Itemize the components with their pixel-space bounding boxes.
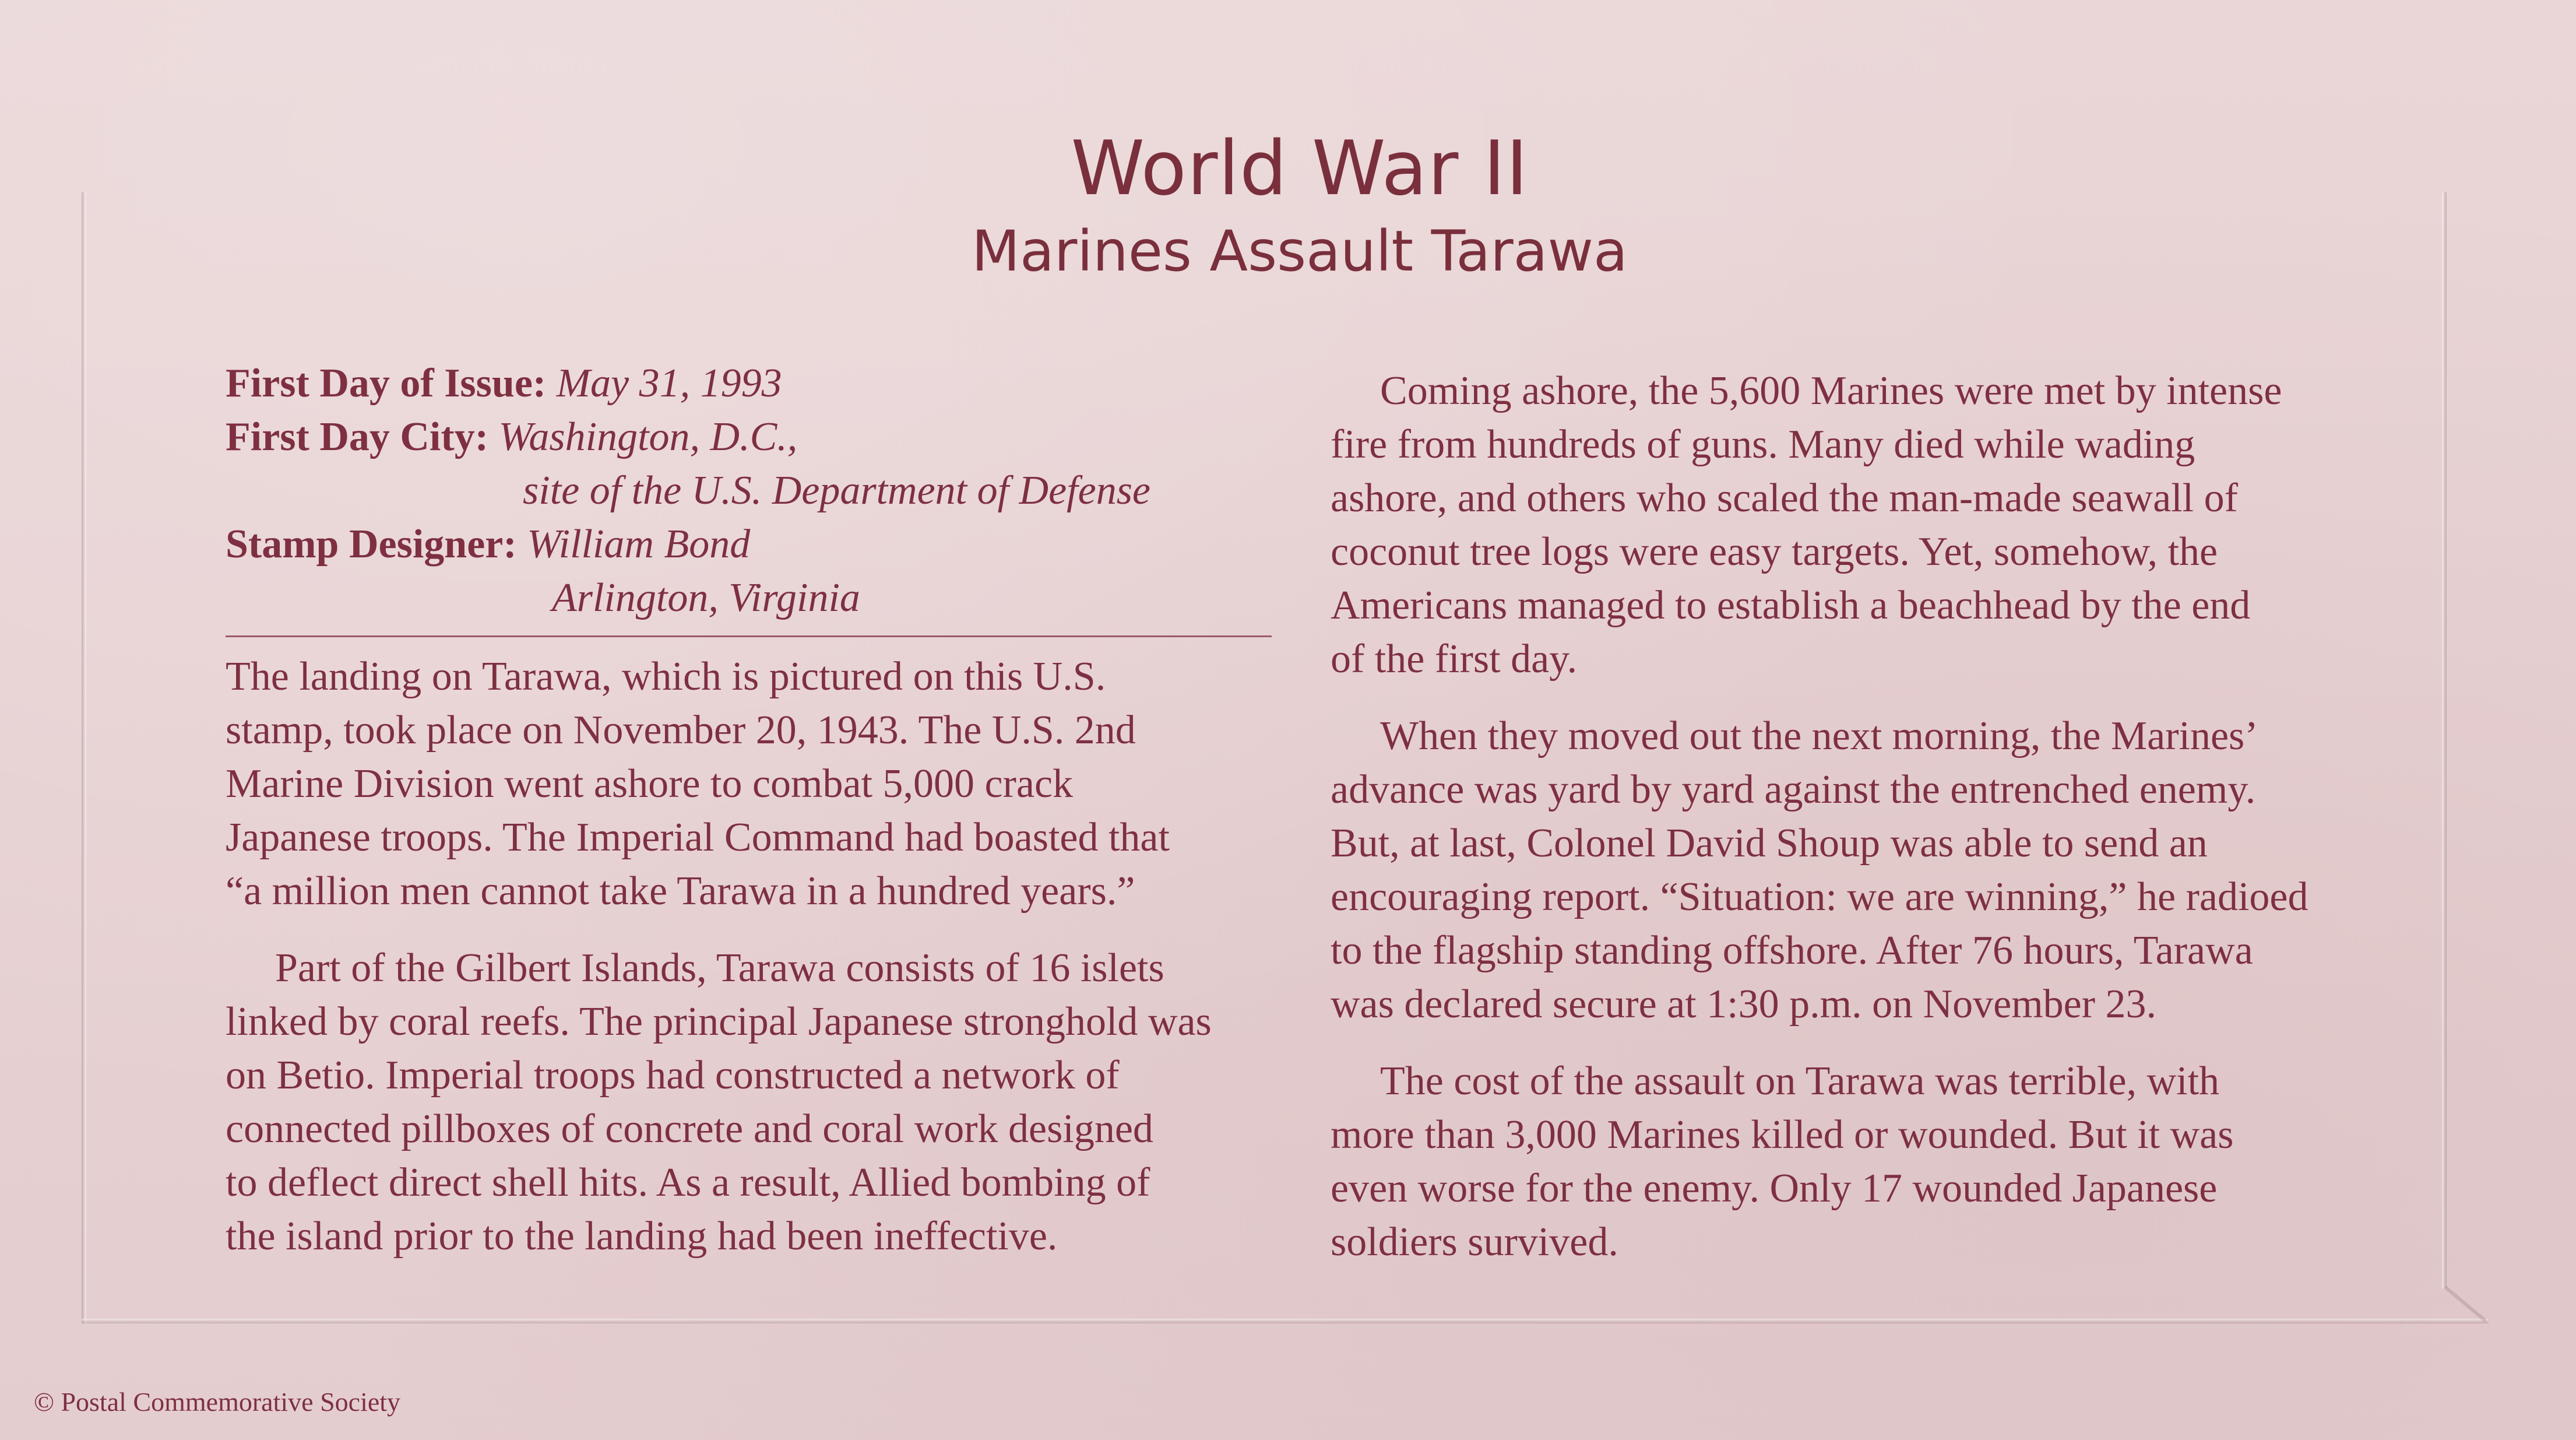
text-line: of the first day. bbox=[1331, 637, 1578, 682]
text-line: Marine Division went ashore to combat 5,000 crack bbox=[226, 761, 1074, 806]
copyright-notice: © Postal Commemorative Society bbox=[34, 1387, 401, 1417]
designer-location bbox=[226, 571, 1275, 625]
text-line: “a million men cannot take Tarawa in a hundred years.” bbox=[226, 869, 1135, 914]
text-line: to deflect direct shell hits. As a result, Allied bombing of bbox=[226, 1160, 1150, 1205]
text-line: Japanese troops. The Imperial Command had boasted that bbox=[226, 815, 1170, 860]
text-line: When they moved out the next morning, the Marines’ bbox=[1380, 714, 2258, 758]
text-line: linked by coral reefs. The principal Japanese stronghold was bbox=[226, 999, 1212, 1044]
left-paragraph-1 bbox=[226, 650, 1275, 918]
text-line: advance was yard by yard against the entrenched enemy. bbox=[1331, 767, 2256, 812]
left-paragraph-2 bbox=[226, 942, 1275, 1263]
text-line: encouraging report. “Situation: we are winning,” he radioed bbox=[1331, 874, 2308, 919]
text-line: connected pillboxes of concrete and coral work designed bbox=[226, 1107, 1153, 1151]
text-line: fire from hundreds of guns. Many died while wading bbox=[1331, 422, 2195, 467]
text-line: The cost of the assault on Tarawa was terrible, with bbox=[1380, 1059, 2220, 1104]
text-line: Americans managed to establish a beachhead by the end bbox=[1331, 583, 2251, 628]
text-line: even worse for the enemy. Only 17 wounded Japanese bbox=[1331, 1166, 2218, 1211]
embossed-frame-right bbox=[2442, 192, 2447, 1288]
embossed-frame-bottom bbox=[82, 1319, 2489, 1323]
text-line: on Betio. Imperial troops had constructed a network of bbox=[226, 1053, 1120, 1098]
text-line: to the flagship standing offshore. After 76 hours, Tarawa bbox=[1331, 928, 2253, 973]
text-line: the island prior to the landing had been ineffective. bbox=[226, 1214, 1058, 1259]
designer-label: Stamp Designer: bbox=[226, 522, 517, 567]
first-day-of-issue bbox=[226, 357, 1275, 410]
city-label: First Day City: bbox=[226, 415, 489, 459]
text-line: ashore, and others who scaled the man-made seawall of bbox=[1331, 476, 2238, 521]
designer-value-2: Arlington, Virginia bbox=[552, 575, 860, 620]
page-title: World War II bbox=[1071, 125, 1529, 212]
designer-value: William Bond bbox=[527, 522, 751, 567]
embossed-frame-corner bbox=[2444, 1286, 2487, 1322]
right-paragraph-3 bbox=[1331, 1055, 2391, 1269]
text-line: was declared secure at 1:30 p.m. on November 23. bbox=[1331, 982, 2157, 1027]
text-line: But, at last, Colonel David Shoup was able to send an bbox=[1331, 821, 2208, 866]
text-line: soldiers survived. bbox=[1331, 1220, 1618, 1265]
first-day-value: May 31, 1993 bbox=[556, 361, 782, 406]
stamp-designer bbox=[226, 518, 1275, 571]
left-column bbox=[226, 357, 1275, 1287]
right-paragraph-2 bbox=[1331, 710, 2391, 1031]
text-line: more than 3,000 Marines killed or wounded. But it was bbox=[1331, 1112, 2234, 1157]
right-column bbox=[1331, 364, 2391, 1293]
first-day-label: First Day of Issue: bbox=[226, 361, 547, 406]
text-line: The landing on Tarawa, which is pictured on this U.S. bbox=[226, 654, 1106, 699]
right-paragraph-1 bbox=[1331, 364, 2391, 686]
text-line: coconut tree logs were easy targets. Yet, somehow, the bbox=[1331, 529, 2218, 574]
first-day-city bbox=[226, 410, 1275, 464]
city-detail bbox=[226, 464, 1275, 518]
page-subtitle: Marines Assault Tarawa bbox=[972, 219, 1628, 284]
city-value: Washington, D.C., bbox=[498, 415, 798, 459]
city-value-2: site of the U.S. Department of Defense bbox=[523, 468, 1151, 513]
text-line: Coming ashore, the 5,600 Marines were met by intense bbox=[1380, 368, 2282, 413]
embossed-frame-left bbox=[82, 192, 86, 1323]
text-line: Part of the Gilbert Islands, Tarawa consists of 16 islets bbox=[275, 946, 1164, 991]
divider-rule bbox=[226, 635, 1272, 637]
text-line: stamp, took place on November 20, 1943. The U.S. 2nd bbox=[226, 708, 1136, 753]
